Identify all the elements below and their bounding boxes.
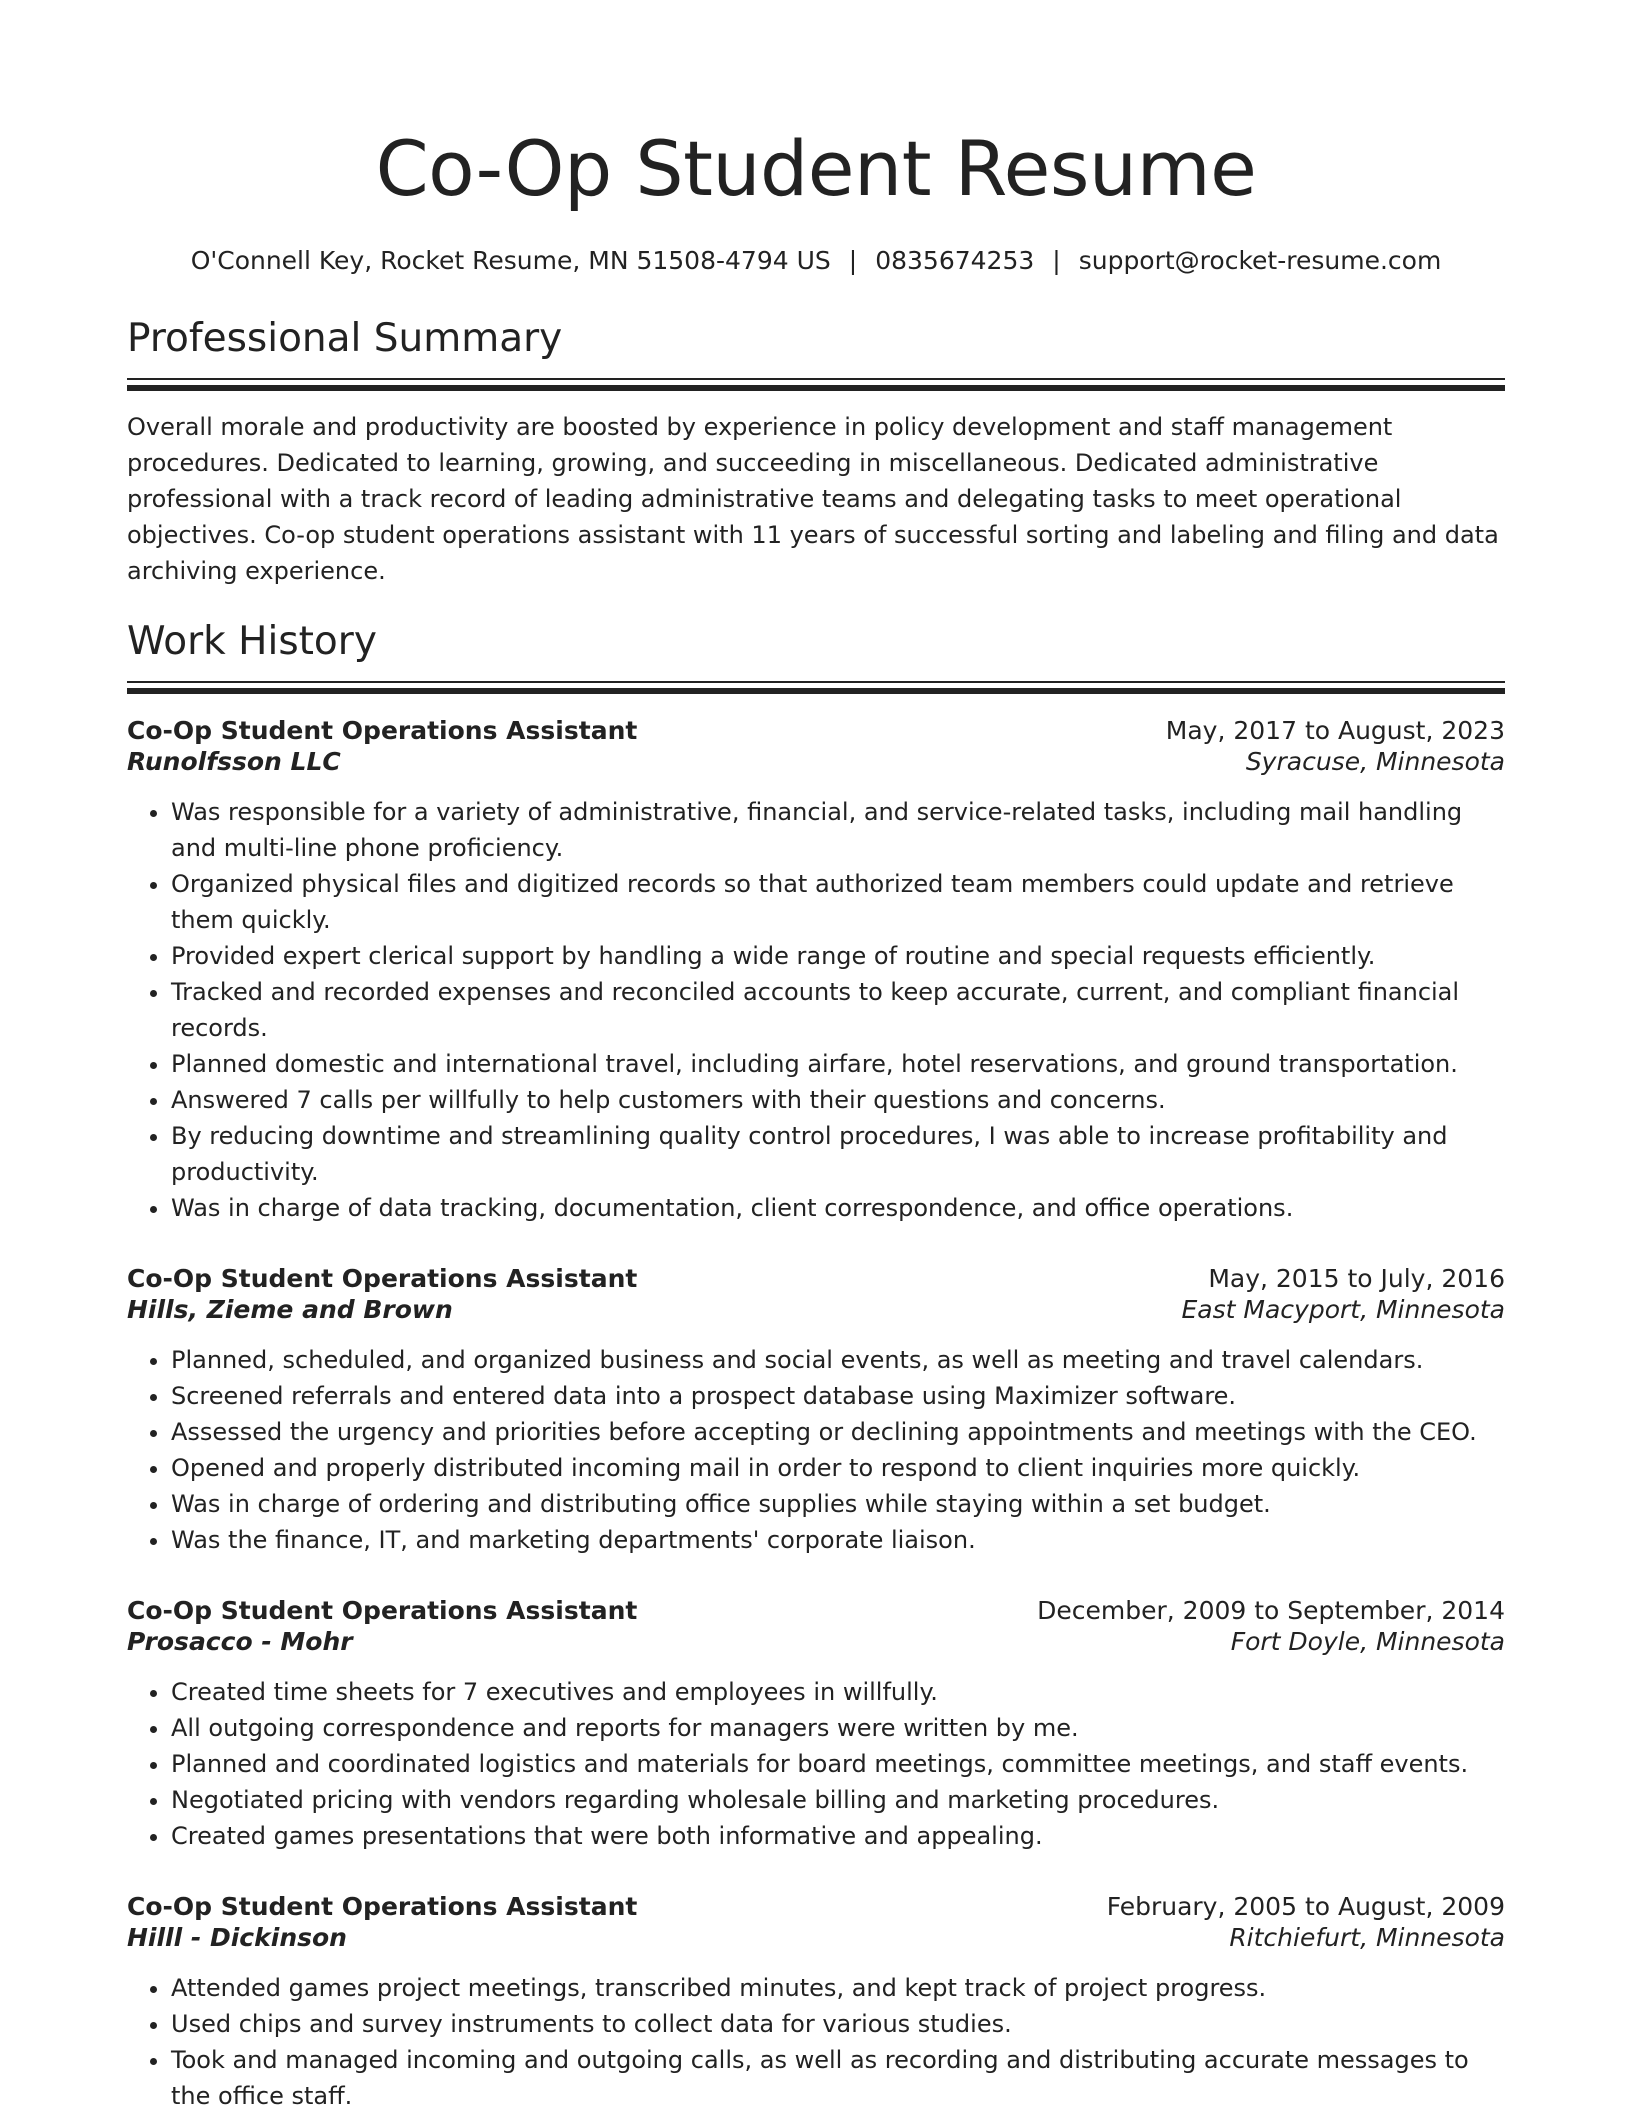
summary-section xyxy=(127,314,1505,589)
job-duty-item: • Attended games project meetings, transcribed minutes, and kept track of project progress. xyxy=(171,1970,1505,2006)
company-name: Hilll - Dickinson xyxy=(127,1923,347,1952)
job-duty-item: • Planned and coordinated logistics and materials for board meetings, committee meetings, and staff events. xyxy=(171,1746,1505,1782)
job-duty-item: • Screened referrals and entered data into a prospect database using Maximizer software. xyxy=(171,1378,1505,1414)
job-dates: May, 2017 to August, 2023 xyxy=(1165,716,1505,745)
job-duty-item: • Assessed the urgency and priorities before accepting or declining appointments and meetings with the CEO. xyxy=(171,1414,1505,1450)
job-duty-item: • Organized physical files and digitized records so that authorized team members could update and retrieve them quickly. xyxy=(171,866,1505,938)
company-name: Runolfsson LLC xyxy=(127,747,341,776)
job-duty-item: • Tracked and recorded expenses and reconciled accounts to keep accurate, current, and compliant financial records. xyxy=(171,974,1505,1046)
job-location: Ritchiefurt, Minnesota xyxy=(1229,1923,1505,1952)
job-title: Co-Op Student Operations Assistant xyxy=(127,716,638,745)
contact-address: O'Connell Key, Rocket Resume, MN 51508-4794 US xyxy=(190,246,831,275)
job-duty-item: • Opened and properly distributed incoming mail in order to respond to client inquiries more quickly. xyxy=(171,1450,1505,1486)
job-location: Syracuse, Minnesota xyxy=(1245,747,1505,776)
job-entry xyxy=(127,716,1505,1226)
contact-line xyxy=(127,244,1505,278)
section-heading-work: Work History xyxy=(127,619,377,664)
job-duty-item: • Created games presentations that were both informative and appealing. xyxy=(171,1818,1505,1854)
contact-separator: | xyxy=(1052,246,1061,275)
job-header xyxy=(127,1264,1505,1293)
job-header xyxy=(127,716,1505,745)
job-title: Co-Op Student Operations Assistant xyxy=(127,1596,638,1625)
job-duty-item: • All outgoing correspondence and reports for managers were written by me. xyxy=(171,1710,1505,1746)
contact-email: support@rocket-resume.com xyxy=(1078,246,1442,275)
job-entry xyxy=(127,1596,1505,1854)
job-header xyxy=(127,1892,1505,1921)
contact-phone: 0835674253 xyxy=(875,246,1035,275)
job-duty-item: • Took and managed incoming and outgoing calls, as well as recording and distributing accurate messages to the office staff. xyxy=(171,2042,1505,2114)
summary-text: Overall morale and productivity are boosted by experience in policy development and staff management procedures. Dedicated to learning, growing, and succeeding in miscellaneous. Dedicated administrative professional with a track record of leading administrative teams and delegating tasks to meet operational objectives. Co-op student operations assistant with 11 years of successful sorting and labeling and filing and data archiving experience. xyxy=(127,413,1499,585)
job-entry xyxy=(127,1892,1505,2114)
job-duty-item: • Answered 7 calls per willfully to help customers with their questions and concerns. xyxy=(171,1082,1505,1118)
job-subheader xyxy=(127,1295,1505,1324)
job-duty-item: • Provided expert clerical support by handling a wide range of routine and special requests efficiently. xyxy=(171,938,1505,974)
job-header xyxy=(127,1596,1505,1625)
job-duty-item: • By reducing downtime and streamlining quality control procedures, I was able to increase profitability and productivity. xyxy=(171,1118,1505,1190)
job-duties-list xyxy=(127,1970,1505,2114)
job-duty-item: • Was the finance, IT, and marketing departments' corporate liaison. xyxy=(171,1522,1505,1558)
job-location: East Macyport, Minnesota xyxy=(1181,1295,1505,1324)
section-heading-summary: Professional Summary xyxy=(127,316,563,361)
job-title: Co-Op Student Operations Assistant xyxy=(127,1892,638,1921)
job-subheader xyxy=(127,1627,1505,1656)
job-entry xyxy=(127,1264,1505,1558)
contact-separator: | xyxy=(848,246,858,275)
job-duty-item: • Negotiated pricing with vendors regarding wholesale billing and marketing procedures. xyxy=(171,1782,1505,1818)
job-duty-item: • Was responsible for a variety of administrative, financial, and service-related tasks, including mail handling and multi-line phone proficiency. xyxy=(171,794,1505,866)
job-duty-item: • Was in charge of data tracking, documentation, client correspondence, and office operations. xyxy=(171,1190,1505,1226)
job-dates: December, 2009 to September, 2014 xyxy=(1037,1596,1505,1625)
company-name: Prosacco - Mohr xyxy=(127,1627,353,1656)
job-duties-list xyxy=(127,1674,1505,1854)
section-divider xyxy=(127,681,1505,694)
job-title: Co-Op Student Operations Assistant xyxy=(127,1264,638,1293)
section-divider xyxy=(127,378,1505,391)
work-section xyxy=(127,617,1505,2114)
job-duties-list xyxy=(127,1342,1505,1558)
job-location: Fort Doyle, Minnesota xyxy=(1230,1627,1505,1656)
job-subheader xyxy=(127,1923,1505,1952)
company-name: Hills, Zieme and Brown xyxy=(127,1295,453,1324)
job-dates: February, 2005 to August, 2009 xyxy=(1106,1892,1505,1921)
job-subheader xyxy=(127,747,1505,776)
job-duty-item: • Was in charge of ordering and distributing office supplies while staying within a set budget. xyxy=(171,1486,1505,1522)
job-duty-item: • Used chips and survey instruments to collect data for various studies. xyxy=(171,2006,1505,2042)
job-duty-item: • Planned, scheduled, and organized business and social events, as well as meeting and travel calendars. xyxy=(171,1342,1505,1378)
job-list xyxy=(127,716,1505,2114)
job-duty-item: • Created time sheets for 7 executives and employees in willfully. xyxy=(171,1674,1505,1710)
job-duties-list xyxy=(127,794,1505,1226)
resume-title: Co-Op Student Resume xyxy=(375,124,1257,213)
job-duty-item: • Planned domestic and international travel, including airfare, hotel reservations, and ground transportation. xyxy=(171,1046,1505,1082)
job-dates: May, 2015 to July, 2016 xyxy=(1208,1264,1505,1293)
